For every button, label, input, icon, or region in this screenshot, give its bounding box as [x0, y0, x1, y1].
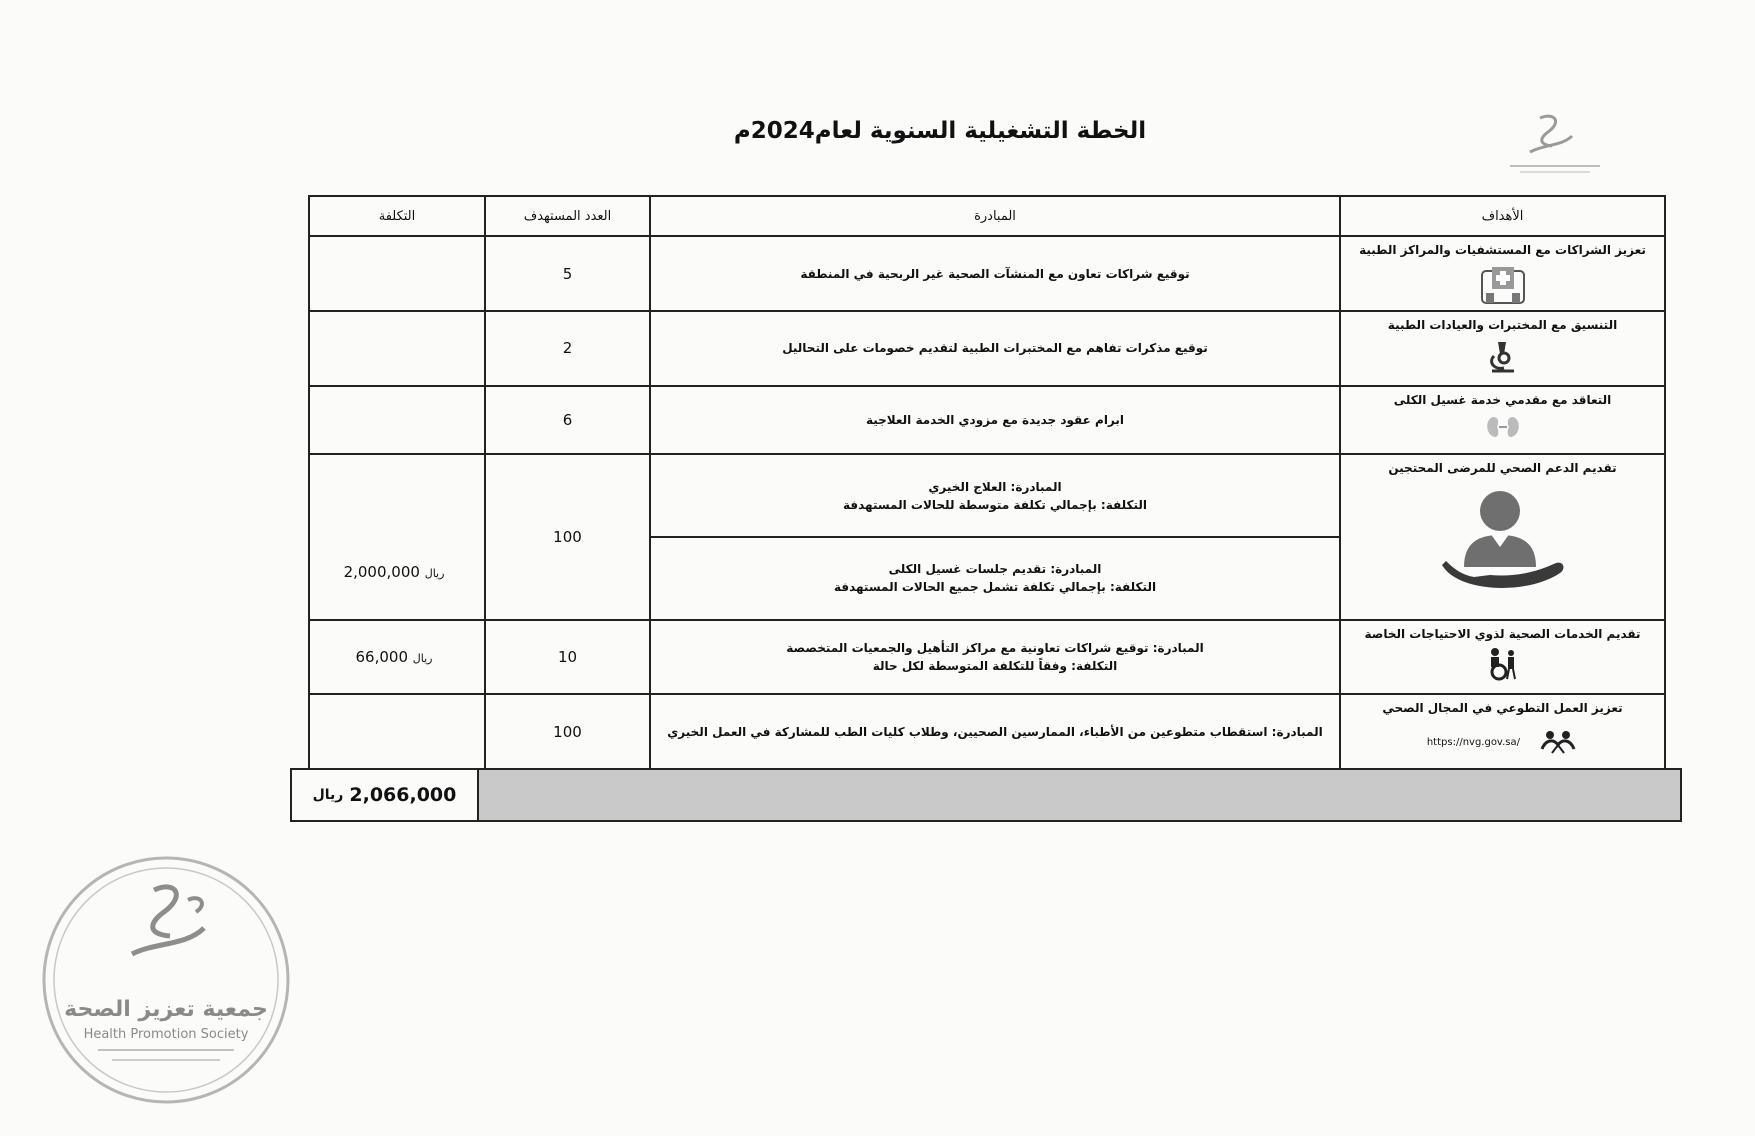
- target-count-cell: 5: [485, 236, 650, 311]
- wheelchair-icon: [1485, 647, 1521, 681]
- initiative-line: المبادرة: توقيع شراكات تعاونية مع مراكز التأهيل والجمعيات المتخصصة: [786, 640, 1204, 655]
- table-row: [309, 311, 1665, 386]
- caring-hand-icon: [1438, 481, 1568, 599]
- initiative-cell: المبادرة: استقطاب متطوعين من الأطباء، الممارسين الصحيين، وطلاب كليات الطب للمشاركة في العمل الخيري: [650, 694, 1340, 769]
- total-value: 2,066,000: [349, 784, 457, 806]
- currency-label: ريال: [412, 651, 433, 665]
- target-count-cell: 100: [485, 454, 650, 619]
- kidney-icon: [1483, 413, 1523, 443]
- total-currency: ريال: [312, 787, 344, 803]
- target-count-cell: 10: [485, 620, 650, 695]
- initiative-cost-line: التكلفة: بإجمالي تكلفة تشمل جميع الحالات المستهدفة: [833, 580, 1157, 595]
- initiative-line: المبادرة: العلاج الخيري: [928, 479, 1062, 494]
- organization-logo: [1500, 108, 1610, 178]
- cost-value: 2,000,000: [343, 562, 420, 581]
- header-cost: التكلفة: [309, 196, 485, 236]
- organization-stamp: [36, 850, 296, 1110]
- target-count-cell: 6: [485, 386, 650, 455]
- volunteer-icon: [1538, 727, 1578, 755]
- goal-title: التنسيق مع المختبرات والعيادات الطبية: [1387, 317, 1618, 332]
- goal-cell: [1340, 694, 1665, 769]
- table-row: [309, 694, 1665, 769]
- microscope-icon: [1486, 338, 1520, 374]
- header-goals: الأهداف: [1340, 196, 1665, 236]
- goal-cell: [1340, 454, 1665, 619]
- currency-label: ريال: [424, 566, 445, 580]
- page-title: الخطة التشغيلية السنوية لعام2024م: [733, 118, 1147, 144]
- goal-cell: [1340, 620, 1665, 695]
- initiative-line: المبادرة: تقديم جلسات غسيل الكلى: [888, 562, 1102, 577]
- stamp-name-en: Health Promotion Society: [83, 1027, 249, 1042]
- cost-cell: [309, 311, 485, 386]
- goal-cell: [1340, 236, 1665, 311]
- operational-plan-table: [308, 195, 1666, 770]
- total-cell: [292, 770, 479, 820]
- table-row: [309, 386, 1665, 455]
- target-count-cell: 100: [485, 694, 650, 769]
- table-row: [309, 620, 1665, 695]
- cost-value: 66,000: [355, 647, 408, 666]
- cost-cell: [309, 454, 485, 619]
- goal-title: تعزيز الشراكات مع المستشفيات والمراكز الطبية: [1359, 243, 1646, 258]
- goal-title: تعزيز العمل التطوعي في المجال الصحي: [1382, 701, 1623, 716]
- header-initiative: المبادرة: [650, 196, 1340, 236]
- goal-title: تقديم الدعم الصحي للمرضى المحتجين: [1388, 461, 1617, 476]
- initiative-cell: [650, 537, 1340, 620]
- goal-title: التعاقد مع مقدمي خدمة غسيل الكلى: [1393, 392, 1612, 407]
- table-row: [309, 454, 1665, 537]
- volunteer-link[interactable]: https://nvg.gov.sa/: [1426, 736, 1520, 748]
- header-target-count: العدد المستهدف: [485, 196, 650, 236]
- initiative-cell: توقيع شراكات تعاون مع المنشآت الصحية غير الربحية في المنطقة: [650, 236, 1340, 311]
- cost-cell: [309, 620, 485, 695]
- initiative-cost-line: التكلفة: وفقاً للتكلفة المتوسطة لكل حالة: [872, 658, 1118, 673]
- table-row: [309, 236, 1665, 311]
- cost-cell: [309, 236, 485, 311]
- initiative-cell: [650, 620, 1340, 695]
- target-count-cell: 2: [485, 311, 650, 386]
- hospital-icon: [1480, 263, 1526, 305]
- cost-cell: [309, 694, 485, 769]
- initiative-cost-line: التكلفة: بإجمالي تكلفة متوسطة للحالات المستهدفة: [842, 497, 1148, 512]
- initiative-cell: توقيع مذكرات تفاهم مع المختبرات الطبية لتقديم خصومات على التحاليل: [650, 311, 1340, 386]
- goal-title: تقديم الخدمات الصحية لذوي الاحتياجات الخاصة: [1364, 626, 1641, 641]
- goal-cell: [1340, 386, 1665, 455]
- cost-cell: [309, 386, 485, 455]
- initiative-cell: ابرام عقود جديدة مع مزودي الخدمة العلاجية: [650, 386, 1340, 455]
- total-row: [290, 768, 1682, 822]
- table-header-row: [309, 196, 1665, 236]
- goal-cell: [1340, 311, 1665, 386]
- volunteer-link-row: [1341, 727, 1664, 755]
- initiative-cell: [650, 454, 1340, 537]
- stamp-name-ar: جمعية تعزيز الصحة: [64, 997, 268, 1022]
